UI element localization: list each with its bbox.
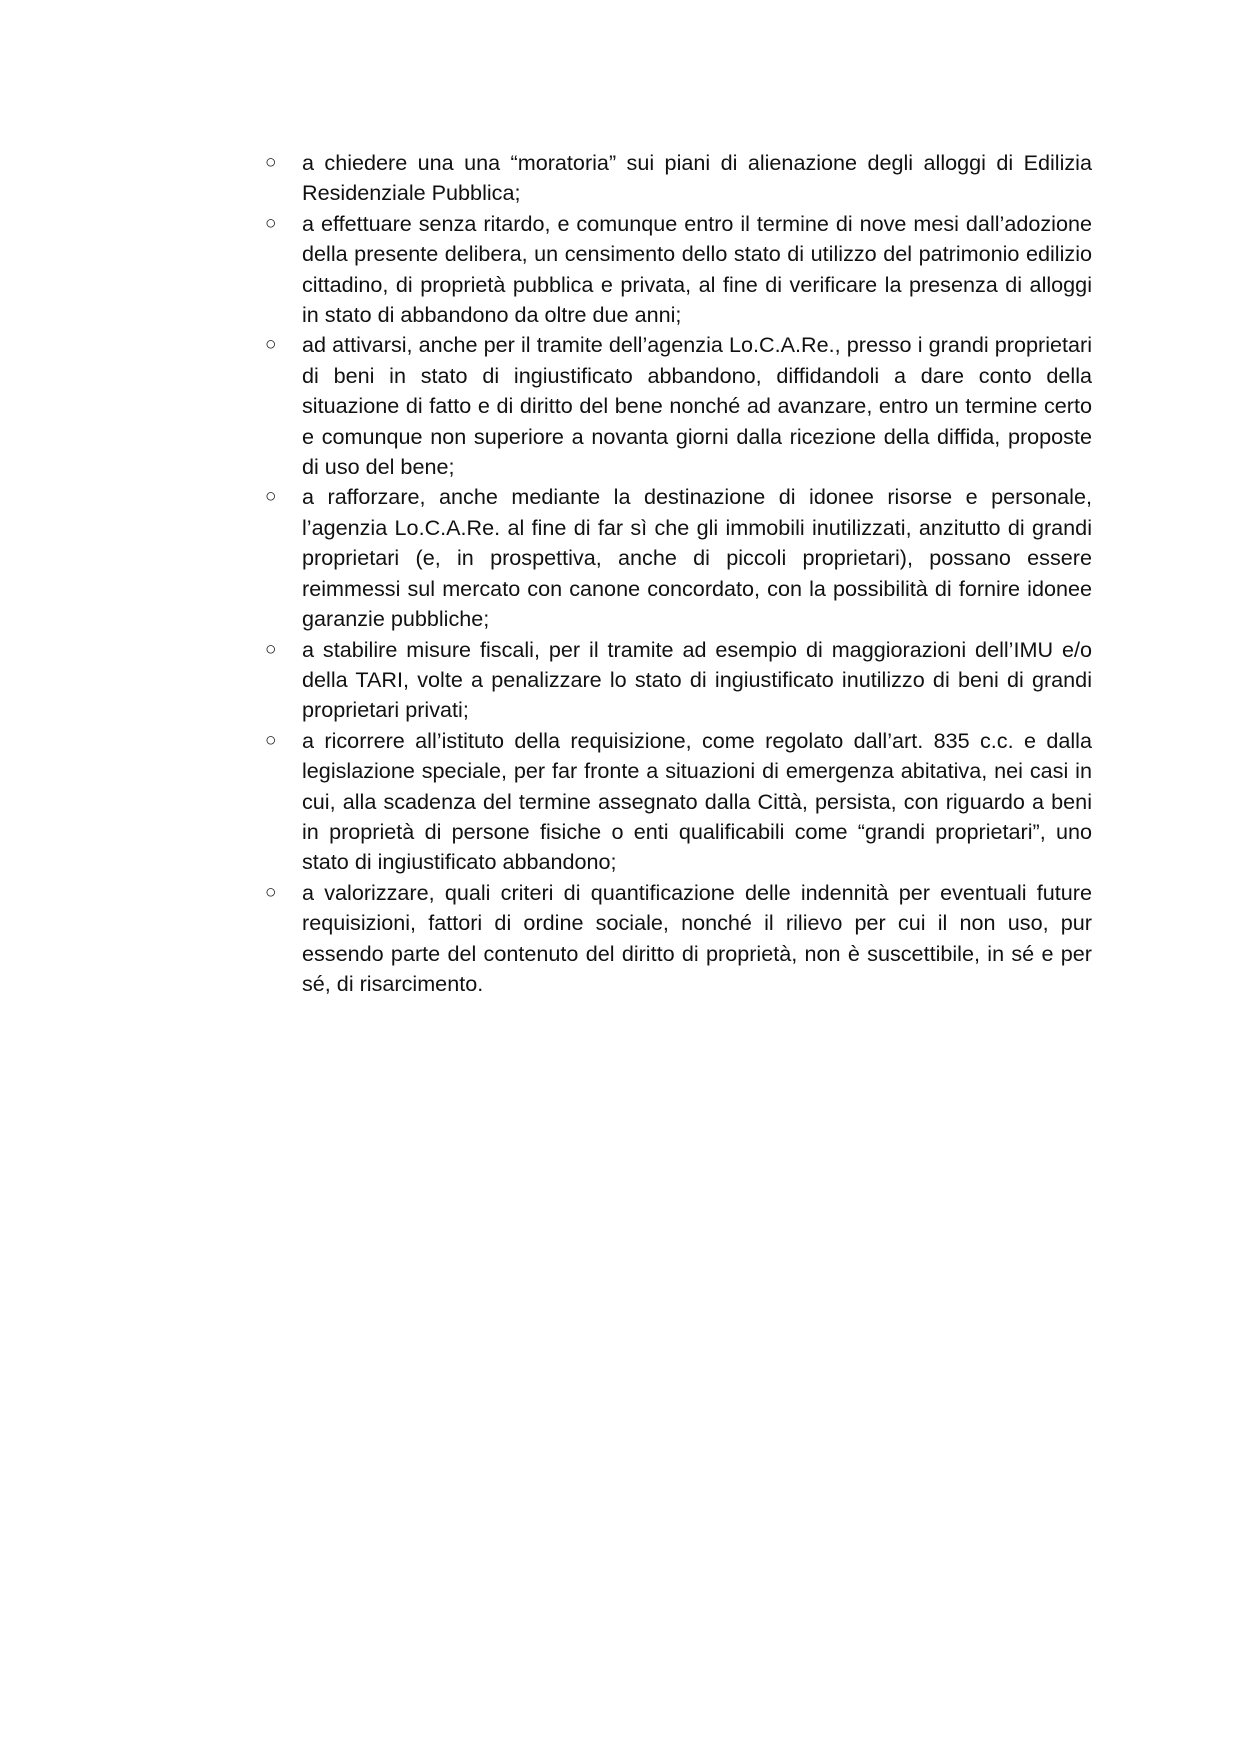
list-item	[262, 726, 1092, 878]
list-item	[262, 330, 1092, 482]
bullet-circle-icon: ○	[265, 638, 277, 660]
list-item	[262, 635, 1092, 726]
list-item-text: a ricorrere all’istituto della requisizione, come regolato dall’art. 835 c.c. e dalla legislazione speciale, per far fronte a situazioni di emergenza abitativa, nei casi in cui, alla scadenza del termine assegnato dalla Città, persista, con riguardo a beni in proprietà di persone fisiche o enti qualificabili come “grandi proprietari”, uno stato di ingiustificato abbandono;	[302, 727, 1092, 875]
list-item-text: a valorizzare, quali criteri di quantificazione delle indennità per eventuali future requisizioni, fattori di ordine sociale, nonché il rilievo per cui il non uso, pur essendo parte del contenuto del diritto di proprietà, non è suscettibile, in sé e per sé, di risarcimento.	[302, 879, 1092, 996]
list-item	[262, 209, 1092, 331]
bullet-circle-icon: ○	[265, 486, 277, 508]
bullet-circle-icon: ○	[265, 334, 277, 356]
list-item	[262, 148, 1092, 209]
bullet-circle-icon: ○	[265, 152, 277, 173]
list-item	[262, 482, 1092, 634]
list-item	[262, 878, 1092, 1000]
list-item-text: a chiedere una una “moratoria” sui piani di alienazione degli alloggi di Edilizia Residenziale Pubblica;	[302, 150, 1092, 206]
list-item-text: a stabilire misure fiscali, per il tramite ad esempio di maggiorazioni dell’IMU e/o della TARI, volte a penalizzare lo stato di ingiustificato inutilizzo di beni di grandi proprietari privati;	[302, 636, 1092, 723]
bullet-circle-icon: ○	[265, 729, 277, 751]
list-item-text: a effettuare senza ritardo, e comunque entro il termine di nove mesi dall’adozione della presente delibera, un censimento dello stato di utilizzo del patrimonio edilizio cittadino, di proprietà pubblica e privata, al fine di verificare la presenza di alloggi in stato di abbandono da oltre due anni;	[302, 210, 1092, 328]
bullet-list	[262, 148, 1092, 999]
bullet-circle-icon: ○	[265, 881, 277, 903]
bullet-circle-icon: ○	[265, 212, 277, 234]
list-item-text: ad attivarsi, anche per il tramite dell’agenzia Lo.C.A.Re., presso i grandi proprietari di beni in stato di ingiustificato abbandono, diffidandoli a dare conto della situazione di fatto e di diritto del bene nonché ad avanzare, entro un termine certo e comunque non superiore a novanta giorni dalla ricezione della diffida, proposte di uso del bene;	[302, 332, 1092, 480]
list-item-text: a rafforzare, anche mediante la destinazione di idonee risorse e personale, l’agenzia Lo.C.A.Re. al fine di far sì che gli immobili inutilizzati, anzitutto di grandi proprietari (e, in prospettiva, anche di piccoli proprietari), possano essere reimmessi sul mercato con canone concordato, con la possibilità di fornire idonee garanzie pubbliche;	[302, 484, 1092, 632]
